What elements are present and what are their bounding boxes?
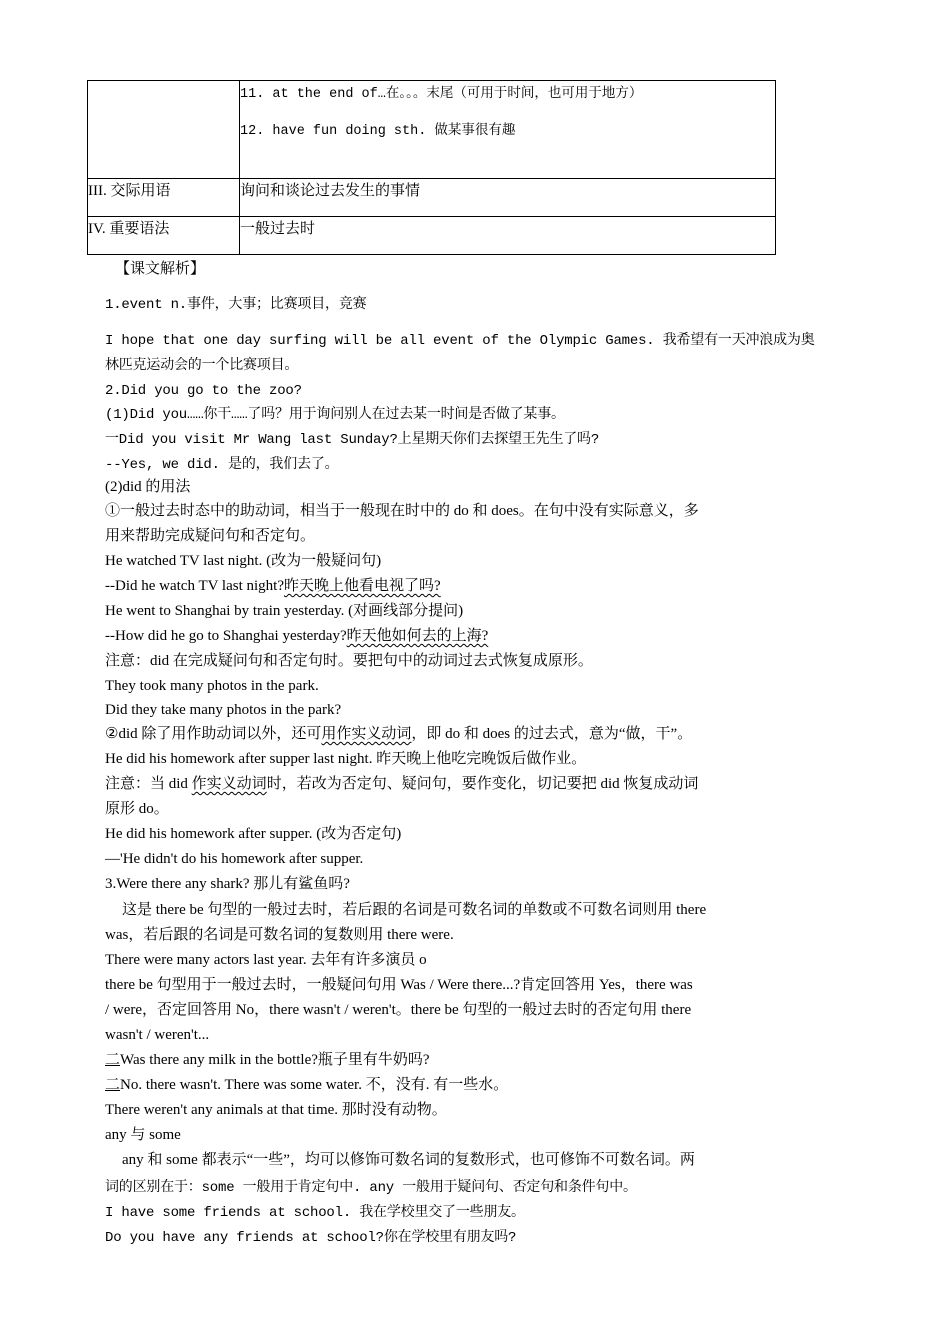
text-span: 用作实义动词 [321,726,412,742]
text-line: There weren't any animals at that time. 那时没有动物。 [105,1102,447,1118]
text-line: 词的区别在于：some 一般用于肯定句中. any 一般用于疑问句、否定句和条件句中。 [105,1180,637,1196]
text-span: 昨天晚上他看电视了吗? [284,578,441,594]
text-line: / were，否定回答用 No，there wasn't / weren't。there be 句型的一般过去时的否定句用 there [105,1002,692,1018]
text-line: any 和 some 都表示“一些”，均可以修饰可数名词的复数形式，也可修饰不可数名词。两 [122,1152,695,1168]
text-line: I have some friends at school. 我在学校里交了一些朋友。 [105,1205,525,1221]
text-line: --Yes, we did. 是的，我们去了。 [105,457,339,473]
text-span: 二 [105,1077,121,1093]
text-line: 3.Were there any shark? 那儿有鲨鱼吗? [105,876,350,892]
text-line: ①一般过去时态中的助动词，相当于一般现在时中的 do 和 does。在句中没有实际意义，多 [105,503,699,519]
text-line [105,626,488,646]
text-line: He did his homework after supper last night. 昨天晚上他吃完晚饭后做作业。 [105,751,587,767]
text-span: --How did he go to Shanghai yesterday? [105,628,347,644]
text-line: Do you have any friends at school?你在学校里有朋友吗? [105,1230,517,1246]
text-line: 注意：did 在完成疑问句和否定句时。要把句中的动词过去式恢复成原形。 [105,653,593,669]
text-span: 昨天他如何去的上海? [346,628,489,644]
table-row [88,179,776,217]
text-line: He watched TV last night. (改为一般疑问句) [105,553,382,569]
text-line [105,724,692,744]
text-line: (2)did 的用法 [105,479,191,495]
text-line: 1.event n.事件，大事；比赛项目，竞赛 [105,297,367,313]
table-cell-label: III. 交际用语 [88,179,240,217]
text-span: ，即 do 和 does 的过去式，意为“做，干”。 [411,726,693,742]
table-cell-empty [88,81,240,179]
phrase-item-12: 12. have fun doing sth. 做某事很有趣 [240,124,516,139]
table-cell-value: 询问和谈论过去发生的事情 [240,179,776,217]
text-line: 一Did you visit Mr Wang last Sunday?上星期天你们去探望王先生了吗? [105,432,600,448]
table-cell-value: 一般过去时 [240,217,776,255]
text-line: There were many actors last year. 去年有许多演员 o [105,952,427,968]
section-title: 【课文解析】 [115,261,206,277]
table-row [88,81,776,179]
table-cell-phrases [240,81,776,179]
text-line: They took many photos in the park. [105,678,319,694]
text-line: I hope that one day surfing will be all event of the Olympic Games. 我希望有一天冲浪成为奥 [105,333,815,349]
table-row [88,217,776,255]
text-line: He went to Shanghai by train yesterday. (对画线部分提问) [105,603,464,619]
phrase-item-11: 11. at the end of…在。。。末尾（可用于时间，也可用于地方） [240,87,643,102]
text-line: there be 句型用于一般过去时，一般疑问句用 Was / Were there...?肯定回答用 Yes，there was [105,977,693,993]
text-line: 林匹克运动会的一个比赛项目。 [105,358,299,374]
text-line [105,1050,430,1070]
text-span: 注意：当 did [105,776,192,792]
text-span: 作实义动词 [191,776,267,792]
text-line: 用来帮助完成疑问句和否定句。 [105,528,316,544]
text-line [105,774,698,794]
text-line [105,576,441,596]
text-span: ②did 除了用作助动词以外，还可 [105,726,322,742]
text-line: Did they take many photos in the park? [105,702,342,718]
text-span: 时，若改为否定句、疑问句，要作变化，切记要把 did 恢复成动词 [266,776,699,792]
text-line: He did his homework after supper. (改为否定句) [105,826,402,842]
table-cell-label: IV. 重要语法 [88,217,240,255]
text-line [105,1075,508,1095]
text-span: --Did he watch TV last night? [105,578,284,594]
text-span: 二 [105,1052,121,1068]
text-span: Was there any milk in the bottle?瓶子里有牛奶吗? [120,1052,430,1068]
text-line: 这是 there be 句型的一般过去时，若后跟的名词是可数名词的单数或不可数名词则用 there [122,902,707,918]
text-line: (1)Did you……你干……了吗？用于询问别人在过去某一时间是否做了某事。 [105,407,565,423]
text-line: wasn't / weren't... [105,1027,210,1043]
summary-table [87,80,776,255]
text-span: No. there wasn't. There was some water. 不，没有. 有一些水。 [120,1077,509,1093]
text-line: 原形 do。 [105,801,169,817]
text-line: —'He didn't do his homework after supper. [105,851,364,867]
text-line: 2.Did you go to the zoo? [105,383,302,399]
text-line: was，若后跟的名词是可数名词的复数则用 there were. [105,927,454,943]
text-line: any 与 some [105,1127,181,1143]
